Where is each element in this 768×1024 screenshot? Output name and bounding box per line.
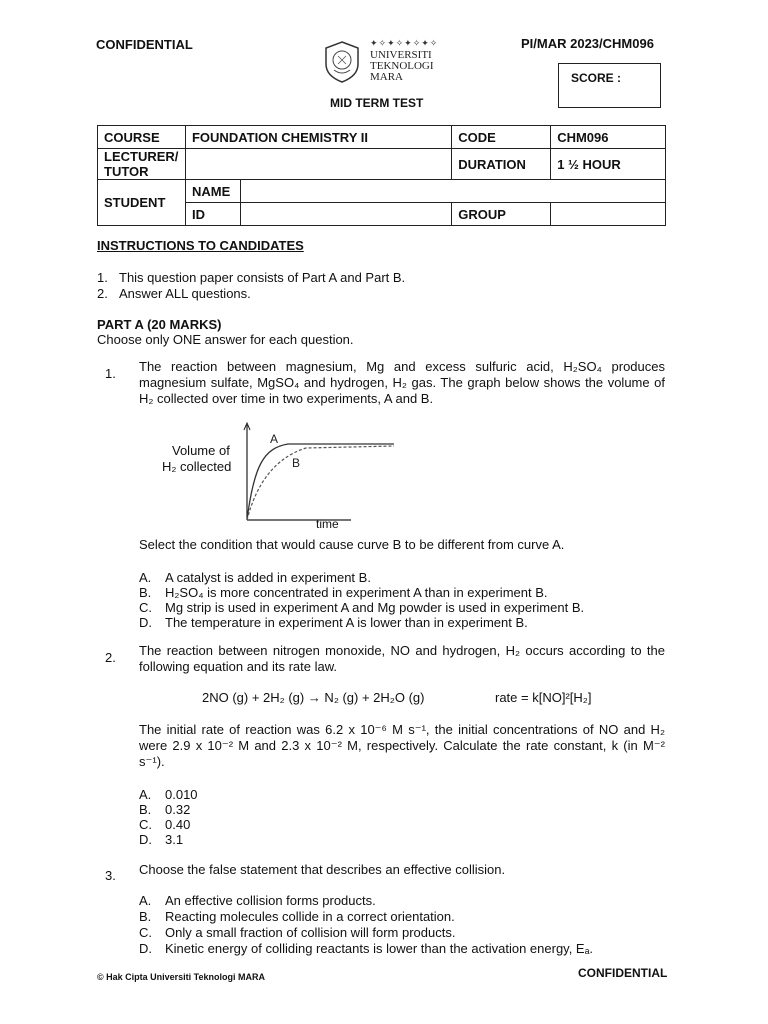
q2-option-a-text[interactable]: 0.010 bbox=[165, 787, 198, 802]
info-table bbox=[97, 125, 666, 226]
table-row bbox=[98, 180, 666, 203]
instruction-num-1: 1. bbox=[97, 270, 108, 285]
q3-option-a-letter[interactable]: A. bbox=[139, 893, 152, 908]
q2-text: The reaction between nitrogen monoxide, NO and hydrogen, H₂ occurs according to the following equation and its rate law. bbox=[139, 643, 665, 674]
table-row bbox=[98, 149, 666, 180]
q3-option-b-text[interactable]: Reacting molecules collide in a correct orientation. bbox=[165, 909, 455, 924]
table-row bbox=[98, 126, 666, 149]
group-label: GROUP bbox=[452, 203, 551, 226]
graph-ylabel-line2: H₂ collected bbox=[162, 459, 232, 474]
q3-number: 3. bbox=[105, 868, 116, 883]
instruction-text-2: Answer ALL questions. bbox=[119, 286, 251, 301]
id-field[interactable] bbox=[240, 203, 451, 226]
logo-line-2: TEKNOLOGI bbox=[370, 60, 434, 72]
graph-ylabel-line1: Volume of bbox=[172, 443, 230, 458]
jawi-script-icon: ✦✧✦✧✦✧✦✧ bbox=[370, 38, 439, 48]
paper-code: PI/MAR 2023/CHM096 bbox=[521, 36, 654, 51]
q2-option-d-text[interactable]: 3.1 bbox=[165, 832, 184, 847]
curve-a-label: A bbox=[270, 432, 279, 446]
confidential-header: CONFIDENTIAL bbox=[96, 37, 193, 52]
score-box bbox=[558, 63, 661, 108]
q2-option-b-letter[interactable]: B. bbox=[139, 802, 152, 817]
logo-line-3: MARA bbox=[370, 71, 404, 83]
q1-option-a-text[interactable]: A catalyst is added in experiment B. bbox=[165, 570, 371, 585]
score-label: SCORE : bbox=[571, 71, 622, 85]
q1-option-c-letter[interactable]: C. bbox=[139, 600, 152, 615]
q1-number: 1. bbox=[105, 366, 116, 381]
curve-a bbox=[247, 444, 394, 520]
duration-label: DURATION bbox=[452, 149, 551, 180]
q3-option-a-text[interactable]: An effective collision forms products. bbox=[165, 893, 376, 908]
part-a-subtitle: Choose only ONE answer for each question. bbox=[97, 332, 354, 347]
name-label: NAME bbox=[185, 180, 240, 203]
student-label: STUDENT bbox=[98, 180, 186, 226]
q2-option-a-letter[interactable]: A. bbox=[139, 787, 152, 802]
q3-option-c-text[interactable]: Only a small fraction of collision will form products. bbox=[165, 925, 456, 940]
university-seal-icon bbox=[322, 40, 362, 84]
university-logo bbox=[322, 38, 447, 86]
q3-text: Choose the false statement that describes an effective collision. bbox=[139, 862, 506, 877]
q2-data-text: The initial rate of reaction was 6.2 x 10⁻⁶ M s⁻¹, the initial concentrations of NO and H₂ were 2.9 x 10⁻² M and 2.3 x 10⁻² M, respectively. Calculate the rate constant, k (in M⁻² s⁻¹). bbox=[139, 722, 665, 769]
code-label: CODE bbox=[452, 126, 551, 149]
lecturer-field[interactable] bbox=[185, 149, 451, 180]
q1-option-d-text[interactable]: The temperature in experiment A is lower than in experiment B. bbox=[165, 615, 528, 630]
course-value: FOUNDATION CHEMISTRY II bbox=[185, 126, 451, 149]
instructions-title: INSTRUCTIONS TO CANDIDATES bbox=[97, 238, 304, 253]
id-label: ID bbox=[185, 203, 240, 226]
group-field[interactable] bbox=[551, 203, 666, 226]
q2-option-d-letter[interactable]: D. bbox=[139, 832, 152, 847]
q2-option-c-text[interactable]: 0.40 bbox=[165, 817, 191, 832]
lecturer-label: LECTURER/ TUTOR bbox=[98, 149, 186, 180]
q2-option-c-letter[interactable]: C. bbox=[139, 817, 152, 832]
part-a-title: PART A (20 MARKS) bbox=[97, 317, 222, 332]
q3-option-c-letter[interactable]: C. bbox=[139, 925, 152, 940]
q1-option-c-text[interactable]: Mg strip is used in experiment A and Mg powder is used in experiment B. bbox=[165, 600, 585, 615]
q2-rate-law: rate = k[NO]²[H₂] bbox=[495, 690, 592, 705]
instruction-num-2: 2. bbox=[97, 286, 108, 301]
curve-b-label: B bbox=[292, 456, 301, 470]
copyright-footer: © Hak Cipta Universiti Teknologi MARA bbox=[97, 972, 265, 982]
instruction-text-1: This question paper consists of Part A and Part B. bbox=[119, 270, 406, 285]
q2-option-b-text[interactable]: 0.32 bbox=[165, 802, 191, 817]
q1-option-b-text[interactable]: H₂SO₄ is more concentrated in experiment A than in experiment B. bbox=[165, 585, 548, 600]
q1-text: The reaction between magnesium, Mg and excess sulfuric acid, H₂SO₄ produces magnesium sulfate, MgSO₄ and hydrogen, H₂ gas. The graph below shows the volume of H₂ collected over time in two experiments, A and B. bbox=[139, 359, 665, 406]
curve-b bbox=[247, 446, 394, 520]
q1-option-d-letter[interactable]: D. bbox=[139, 615, 152, 630]
course-label: COURSE bbox=[98, 126, 186, 149]
q2-equation: 2NO (g) + 2H₂ (g) → N₂ (g) + 2H₂O (g) bbox=[202, 690, 425, 705]
q1-option-b-letter[interactable]: B. bbox=[139, 585, 152, 600]
name-field[interactable] bbox=[240, 180, 665, 203]
q3-option-d-letter[interactable]: D. bbox=[139, 941, 152, 956]
confidential-footer: CONFIDENTIAL bbox=[578, 966, 668, 980]
duration-value: 1 ½ HOUR bbox=[551, 149, 666, 180]
graph-xlabel: time bbox=[316, 517, 339, 531]
q1-option-a-letter[interactable]: A. bbox=[139, 570, 152, 585]
q3-option-b-letter[interactable]: B. bbox=[139, 909, 152, 924]
logo-line-1: UNIVERSITI bbox=[370, 49, 432, 61]
q2-number: 2. bbox=[105, 650, 116, 665]
code-value: CHM096 bbox=[551, 126, 666, 149]
q3-option-d-text[interactable]: Kinetic energy of colliding reactants is lower than the activation energy, Eₐ. bbox=[165, 941, 594, 956]
q1-prompt: Select the condition that would cause curve B to be different from curve A. bbox=[139, 537, 565, 552]
test-title: MID TERM TEST bbox=[330, 96, 424, 110]
